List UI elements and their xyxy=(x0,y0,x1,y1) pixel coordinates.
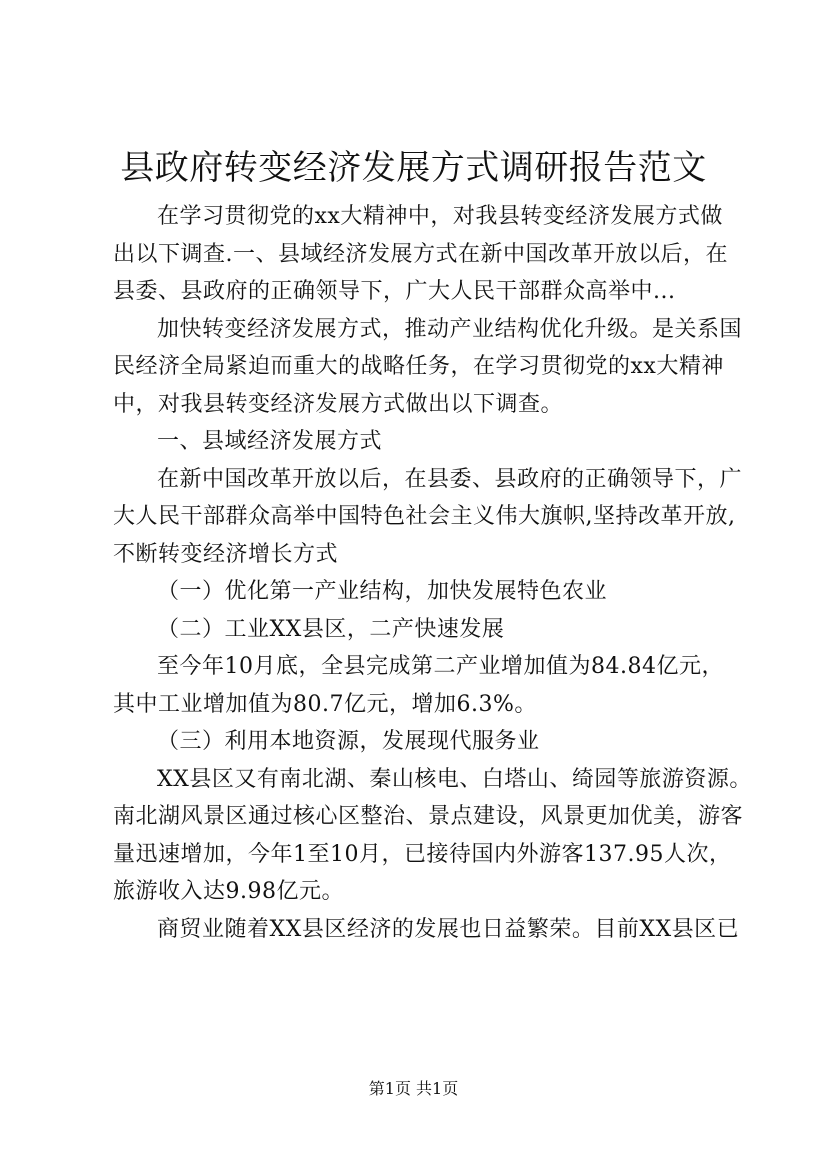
paragraph-line: 民经济全局紧迫而重大的战略任务，在学习贯彻党的xx大精神 xyxy=(113,354,724,379)
paragraph-line: 至今年10月底，全县完成第二产业增加值为84.84亿元， xyxy=(157,654,724,679)
page-number-footer: 第1页 共1页 xyxy=(368,1079,459,1098)
document-body xyxy=(113,198,752,948)
paragraph-line: 在学习贯彻党的xx大精神中，对我县转变经济发展方式做 xyxy=(157,204,723,229)
subsection-heading: （二）工业XX县区，二产快速发展 xyxy=(157,616,505,642)
section-heading: 一、县域经济发展方式 xyxy=(157,429,383,454)
paragraph-line: 大人民干部群众高举中国特色社会主义伟大旗帜,坚持改革开放, xyxy=(113,504,736,529)
subsection-heading: （三）利用本地资源，发展现代服务业 xyxy=(157,729,540,754)
document-title: 县政府转变经济发展方式调研报告范文 xyxy=(120,148,707,188)
paragraph-line: XX县区又有南北湖、秦山核电、白塔山、绮园等旅游资源。 xyxy=(157,766,752,792)
paragraph-line: 南北湖风景区通过核心区整治、景点建设，风景更加优美，游客 xyxy=(113,804,744,829)
paragraph-line: 中，对我县转变经济发展方式做出以下调查。 xyxy=(113,391,564,417)
paragraph-line: 其中工业增加值为80.7亿元，增加6.3%。 xyxy=(113,691,537,717)
paragraph-line: 量迅速增加，今年1至10月，已接待国内外游客137.95人次， xyxy=(113,841,732,867)
paragraph-line: 县委、县政府的正确领导下，广大人民干部群众高举中... xyxy=(113,279,676,304)
paragraph-line: 商贸业随着XX县区经济的发展也日益繁荣。目前XX县区已 xyxy=(157,916,740,942)
paragraph-line: 出以下调查.一、县域经济发展方式在新中国改革开放以后，在 xyxy=(113,241,728,267)
paragraph-line: 在新中国改革开放以后，在县委、县政府的正确领导下，广 xyxy=(157,466,743,492)
paragraph-line: 旅游收入达9.98亿元。 xyxy=(113,879,344,904)
subsection-heading: （一）优化第一产业结构，加快发展特色农业 xyxy=(157,579,608,604)
paragraph-line: 不断转变经济增长方式 xyxy=(113,541,339,567)
paragraph-line: 加快转变经济发展方式，推动产业结构优化升级。是关系国 xyxy=(157,316,743,342)
